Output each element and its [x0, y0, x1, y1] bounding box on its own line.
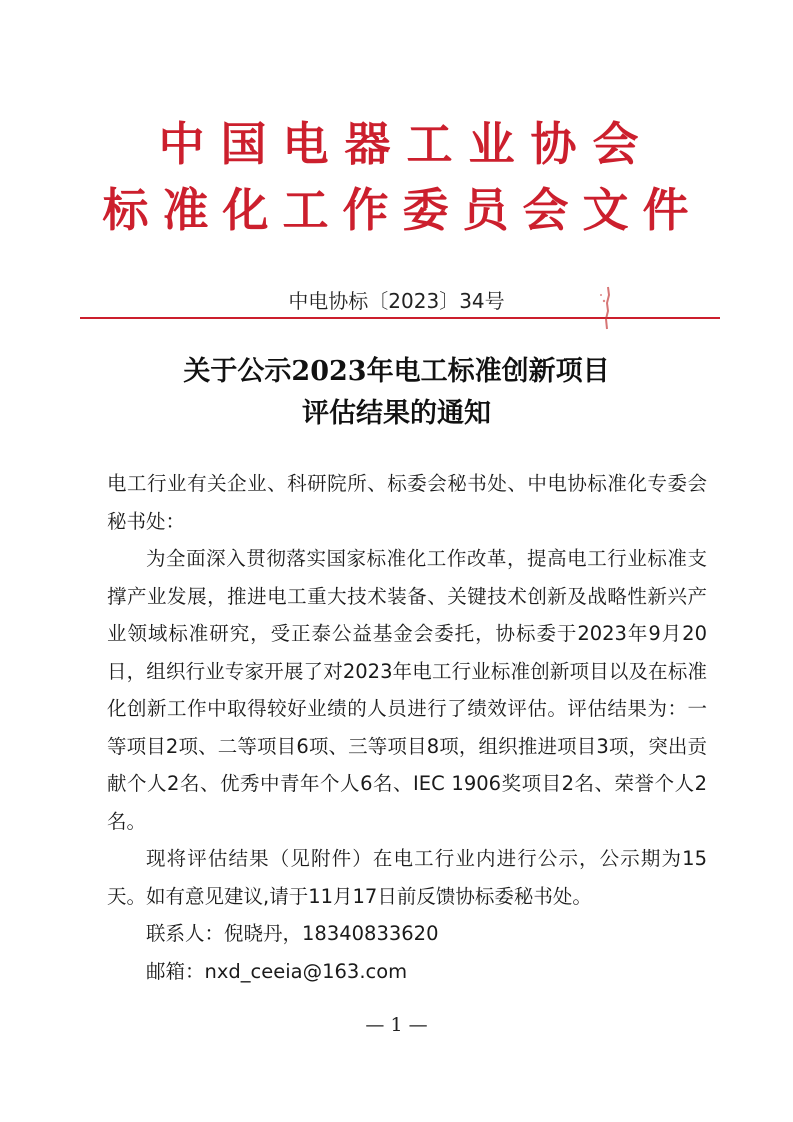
red-divider-line	[80, 317, 720, 319]
seal-mark-icon	[596, 285, 614, 333]
body-paragraph-1: 为全面深入贯彻落实国家标准化工作改革，提高电工行业标准支撑产业发展，推进电工重大技术装备、关键技术创新及战略性新兴产业领域标准研究，受正泰公益基金会委托，协标委于2023年9月20日，组织行业专家开展了对2023年电工行业标准创新项目以及在标准化创新工作中取得较好业绩的人员进行了绩效评估。评估结果为：一等项目2项、二等项目6项、三等项目8项，组织推进项目3项，突出贡献个人2名、优秀中青年个人6名、IEC 1906奖项目2名、荣誉个人2名。	[107, 547, 707, 833]
contact-person: 联系人：倪晓丹，18340833620	[146, 922, 439, 945]
addressee: 电工行业有关企业、科研院所、标委会秘书处、中电协标准化专委会秘书处：	[107, 472, 707, 533]
contact-email: 邮箱：nxd_ceeia@163.com	[146, 960, 408, 983]
notice-title-line-1: 关于公示2023年电工标准创新项目	[183, 356, 610, 387]
letterhead-line-2: 标准化工作委员会文件	[102, 183, 703, 237]
document-number: 中电协标〔2023〕34号	[288, 289, 505, 313]
body-paragraph-2: 现将评估结果（见附件）在电工行业内进行公示，公示期为15天。如有意见建议,请于11月17日前反馈协标委秘书处。	[107, 847, 707, 908]
notice-title-line-2: 评估结果的通知	[302, 398, 491, 429]
page-number: — 1 —	[365, 1014, 428, 1036]
letterhead-line-1: 中国电器工业协会	[158, 117, 655, 171]
